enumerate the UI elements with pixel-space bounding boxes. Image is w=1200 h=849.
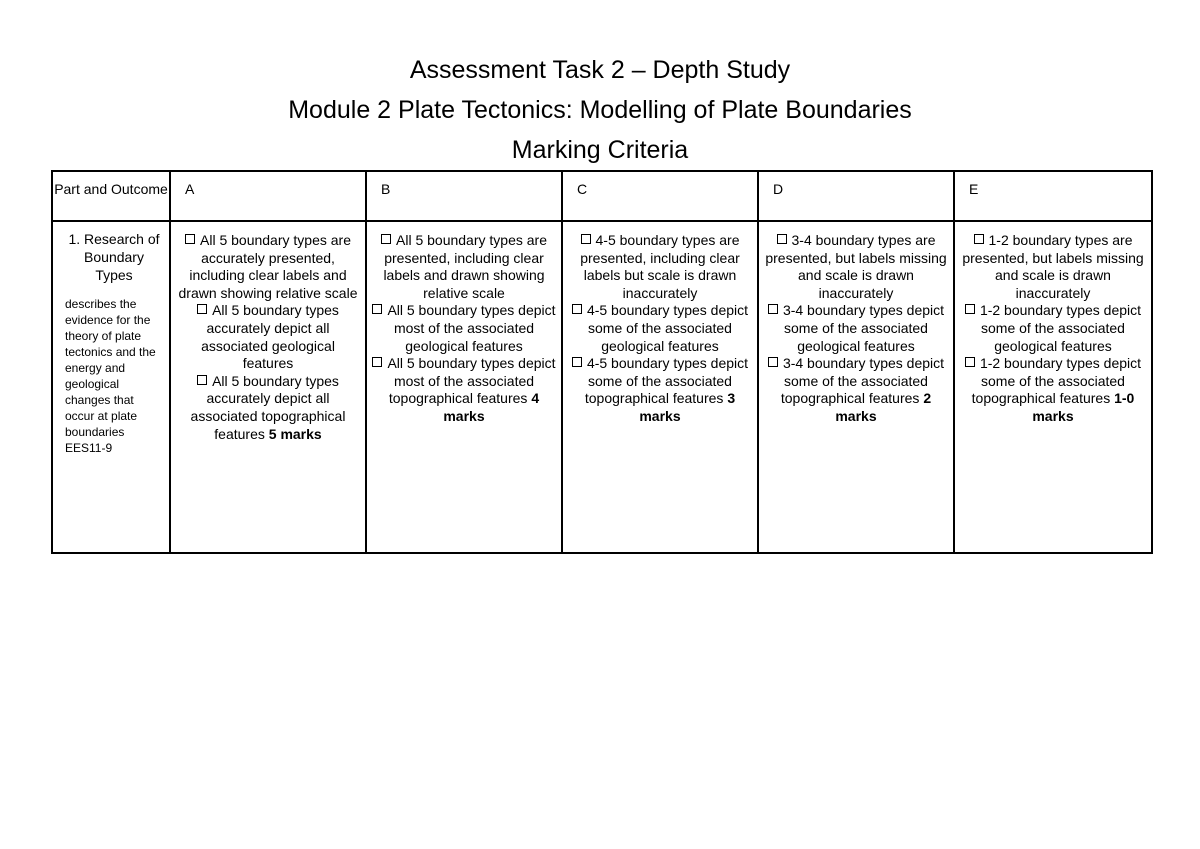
column-header-b: B (366, 171, 562, 221)
criterion-text: 1-2 boundary types depict some of the associated topographical features (971, 355, 1142, 407)
checkbox-icon (572, 304, 582, 314)
part-title: 1. Research of Boundary Types (68, 231, 160, 283)
criterion-item (959, 232, 1147, 302)
document-title: Assessment Task 2 – Depth Study (409, 56, 791, 84)
criterion-text: All 5 boundary types are presented, including clear labels and drawn showing relative scale (383, 232, 547, 301)
checkbox-icon (768, 304, 778, 314)
criterion-item (959, 302, 1147, 355)
criterion-text: All 5 boundary types accurately depict all associated geological features (201, 302, 339, 372)
marks-label: 4 marks (443, 390, 540, 424)
document-title-block (0, 50, 1200, 170)
marks-label: 2 marks (835, 390, 932, 424)
criterion-item (175, 302, 361, 372)
part-description: describes the evidence for the theory of plate tectonics and the energy and geological changes that occur at plate boundaries EES11-9 (65, 297, 156, 455)
checkbox-icon (777, 234, 787, 244)
criterion-text: 4-5 boundary types depict some of the associated geological features (586, 302, 749, 354)
module-title: Module 2 Plate Tectonics: Modelling of Plate Boundaries (288, 96, 912, 124)
criterion-item (763, 302, 949, 355)
checkbox-icon (372, 357, 382, 367)
checkbox-icon (965, 357, 975, 367)
criterion-text: 3-4 boundary types depict some of the associated topographical features (780, 355, 945, 407)
marking-criteria-heading: Marking Criteria (511, 136, 689, 164)
criterion-item (567, 302, 753, 355)
checkbox-icon (197, 375, 207, 385)
column-header-part: Part and Outcome (52, 171, 170, 221)
column-header-d: D (758, 171, 954, 221)
criterion-text: All 5 boundary types depict most of the associated geological features (387, 302, 556, 354)
criterion-item (371, 355, 557, 425)
criterion-item (175, 373, 361, 443)
marks-label: 1-0 marks (1032, 390, 1135, 424)
criterion-item (371, 302, 557, 355)
criterion-item (371, 232, 557, 302)
criterion-text: All 5 boundary types accurately depict all associated topographical features (190, 372, 346, 442)
criterion-item (763, 355, 949, 425)
table-row (52, 221, 1152, 553)
column-header-a: A (170, 171, 366, 221)
grade-cell-c (562, 221, 758, 553)
marks-label: 5 marks (268, 425, 322, 442)
table-header-row (52, 171, 1152, 221)
grade-cell-d (758, 221, 954, 553)
checkbox-icon (965, 304, 975, 314)
criterion-text: 3-4 boundary types depict some of the associated geological features (782, 302, 945, 354)
grade-cell-a (170, 221, 366, 553)
checkbox-icon (185, 234, 195, 244)
part-cell (52, 221, 170, 553)
checkbox-icon (768, 357, 778, 367)
criterion-item (567, 355, 753, 425)
criterion-item (763, 232, 949, 302)
checkbox-icon (974, 234, 984, 244)
criterion-item (959, 355, 1147, 425)
column-header-c: C (562, 171, 758, 221)
checkbox-icon (572, 357, 582, 367)
criterion-text: 1-2 boundary types depict some of the associated geological features (979, 302, 1142, 354)
checkbox-icon (581, 234, 591, 244)
marks-label: 3 marks (639, 390, 736, 424)
criterion-text: 4-5 boundary types are presented, including clear labels but scale is drawn inaccurately (580, 232, 740, 301)
criterion-text: All 5 boundary types are accurately presented, including clear labels and drawn showing relative scale (178, 232, 358, 301)
criterion-item (567, 232, 753, 302)
criterion-text: 4-5 boundary types depict some of the associated topographical features (584, 355, 749, 407)
checkbox-icon (381, 234, 391, 244)
criterion-text: All 5 boundary types depict most of the associated topographical features (387, 355, 556, 407)
grade-cell-e (954, 221, 1152, 553)
criterion-text: 1-2 boundary types are presented, but labels missing and scale is drawn inaccurately (962, 232, 1144, 301)
criterion-item (175, 232, 361, 302)
criterion-text: 3-4 boundary types are presented, but labels missing and scale is drawn inaccurately (765, 232, 947, 301)
marking-criteria-table (51, 170, 1153, 554)
checkbox-icon (372, 304, 382, 314)
column-header-e: E (954, 171, 1152, 221)
checkbox-icon (197, 304, 207, 314)
grade-cell-b (366, 221, 562, 553)
